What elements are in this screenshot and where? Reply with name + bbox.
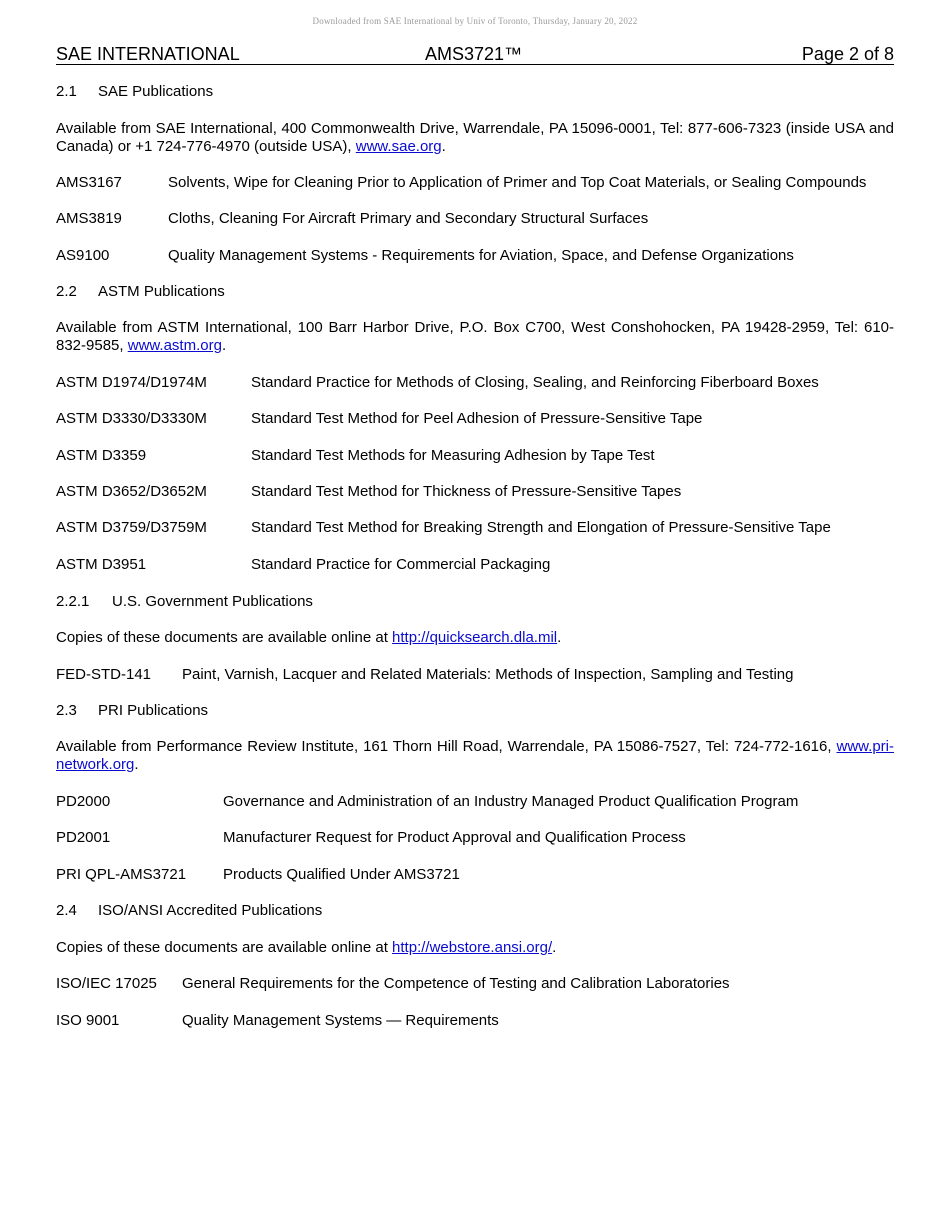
section-number: 2.1: [56, 83, 77, 100]
availability-text: Available from Performance Review Institute, 161 Thorn Hill Road, Warrendale, PA 15086-7527, Tel: 724-772-1616,: [56, 738, 837, 755]
reference-title: Standard Test Method for Thickness of Pressure-Sensitive Tapes: [251, 483, 682, 500]
ansi-webstore-link[interactable]: http://webstore.ansi.org/: [392, 939, 553, 956]
reference-title: Manufacturer Request for Product Approval and Qualification Process: [223, 829, 686, 846]
reference-title: Standard Test Methods for Measuring Adhesion by Tape Test: [251, 447, 655, 464]
reference-code: FED-STD-141: [56, 666, 152, 683]
reference-title: Governance and Administration of an Industry Managed Product Qualification Program: [223, 793, 799, 810]
download-watermark: Downloaded from SAE International by Univ of Toronto, Thursday, January 20, 2022: [312, 16, 638, 26]
reference-code: ASTM D3759/D3759M: [56, 519, 207, 536]
reference-code: AMS3819: [56, 210, 122, 227]
reference-title: Paint, Varnish, Lacquer and Related Materials: Methods of Inspection, Sampling and Testing: [182, 666, 794, 683]
availability-text: Copies of these documents are available online at: [56, 629, 393, 646]
astm-website-link[interactable]: www.astm.org: [127, 337, 222, 354]
pri-website-link[interactable]: www.pri-network.org: [56, 738, 894, 773]
availability-paragraph-astm: [56, 319, 894, 355]
header-page-number: Page 2 of 8: [801, 44, 894, 64]
period: .: [552, 939, 557, 956]
reference-title: Cloths, Cleaning For Aircraft Primary and Secondary Structural Surfaces: [168, 210, 649, 227]
reference-code: ISO 9001: [56, 1012, 120, 1029]
reference-code: AS9100: [56, 247, 110, 264]
section-number: 2.3: [56, 702, 77, 719]
availability-text: Available from ASTM International, 100 Barr Harbor Drive, P.O. Box C700, West Conshohocken, PA 19428-2959, Tel: 610-832-9585,: [56, 319, 894, 354]
period: .: [441, 138, 446, 155]
reference-code: PD2000: [56, 793, 111, 810]
section-title: U.S. Government Publications: [112, 593, 313, 610]
section-heading-2-2: [56, 283, 894, 301]
section-title: PRI Publications: [98, 702, 209, 719]
availability-paragraph-ansi: [56, 939, 894, 957]
section-heading-2-3: [56, 702, 894, 720]
reference-code: ASTM D3951: [56, 556, 147, 573]
reference-title: Solvents, Wipe for Cleaning Prior to Application of Primer and Top Coat Materials, or Sealing Compounds: [168, 174, 867, 191]
reference-title: Quality Management Systems — Requirements: [182, 1012, 499, 1029]
quicksearch-link[interactable]: http://quicksearch.dla.mil: [392, 629, 558, 646]
period: .: [134, 756, 139, 773]
reference-title: Quality Management Systems - Requirements for Aviation, Space, and Defense Organizations: [168, 247, 794, 264]
section-number: 2.4: [56, 902, 77, 919]
header-document-number: AMS3721™: [425, 44, 523, 64]
reference-title: Standard Test Method for Peel Adhesion of Pressure-Sensitive Tape: [251, 410, 703, 427]
section-heading-2-2-1: [56, 593, 894, 611]
section-number: 2.2.1: [56, 593, 90, 610]
reference-title: Products Qualified Under AMS3721: [223, 866, 460, 883]
reference-title: Standard Practice for Methods of Closing, Sealing, and Reinforcing Fiberboard Boxes: [251, 374, 819, 391]
section-number: 2.2: [56, 283, 77, 300]
section-heading-2-1: [56, 83, 894, 101]
reference-code: ASTM D1974/D1974M: [56, 374, 207, 391]
section-title: SAE Publications: [98, 83, 214, 100]
availability-text: Copies of these documents are available online at: [56, 939, 393, 956]
reference-code: ASTM D3652/D3652M: [56, 483, 207, 500]
reference-code: ASTM D3330/D3330M: [56, 410, 207, 427]
reference-code: AMS3167: [56, 174, 122, 191]
reference-title: Standard Practice for Commercial Packaging: [251, 556, 551, 573]
section-heading-2-4: [56, 902, 894, 920]
period: .: [557, 629, 562, 646]
reference-title: Standard Test Method for Breaking Strength and Elongation of Pressure-Sensitive Tape: [251, 519, 831, 536]
period: .: [221, 337, 227, 354]
availability-paragraph-sae: [56, 120, 894, 156]
reference-code: PRI QPL-AMS3721: [56, 866, 187, 883]
reference-code: ISO/IEC 17025: [56, 975, 157, 992]
availability-text: Available from SAE International, 400 Commonwealth Drive, Warrendale, PA 15096-0001, Tel: 877-606-7323 (inside USA and Canada) or +1 724-776-4970 (outside USA),: [56, 120, 894, 155]
reference-code: PD2001: [56, 829, 111, 846]
page-header: [56, 44, 894, 65]
section-title: ASTM Publications: [98, 283, 225, 300]
reference-code: ASTM D3359: [56, 447, 147, 464]
header-publisher: SAE INTERNATIONAL: [56, 44, 240, 64]
sae-website-link[interactable]: www.sae.org: [355, 138, 442, 155]
section-title: ISO/ANSI Accredited Publications: [98, 902, 323, 919]
reference-title: General Requirements for the Competence of Testing and Calibration Laboratories: [182, 975, 730, 992]
availability-paragraph-pri: [56, 738, 894, 774]
availability-paragraph-government: [56, 629, 894, 647]
